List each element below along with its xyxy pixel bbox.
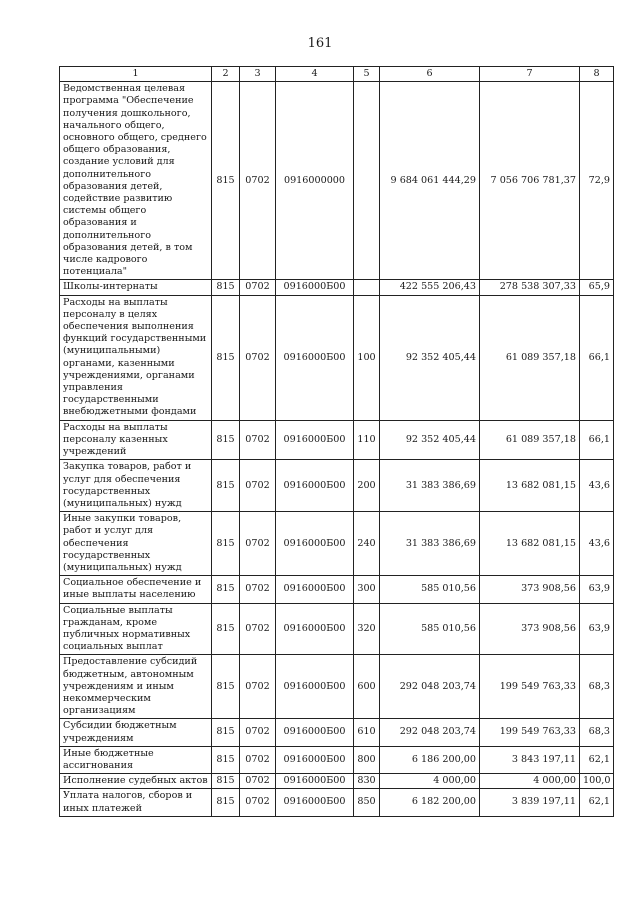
table-row <box>60 576 614 603</box>
cell-section-code: 0702 <box>240 512 276 576</box>
cell-percent: 68,3 <box>580 655 614 719</box>
cell-expense-type: 320 <box>354 603 380 655</box>
cell-planned: 292 048 203,74 <box>380 655 480 719</box>
cell-ministry-code: 815 <box>212 280 240 295</box>
cell-section-code: 0702 <box>240 82 276 280</box>
cell-planned: 292 048 203,74 <box>380 719 480 746</box>
cell-section-code: 0702 <box>240 746 276 773</box>
cell-planned: 6 182 200,00 <box>380 789 480 816</box>
cell-executed: 7 056 706 781,37 <box>480 82 580 280</box>
cell-expense-type: 600 <box>354 655 380 719</box>
cell-ministry-code: 815 <box>212 719 240 746</box>
cell-ministry-code: 815 <box>212 655 240 719</box>
cell-section-code: 0702 <box>240 655 276 719</box>
cell-name: Школы-интернаты <box>60 280 212 295</box>
cell-percent: 100,0 <box>580 774 614 789</box>
cell-expense-type <box>354 82 380 280</box>
cell-percent: 63,9 <box>580 603 614 655</box>
cell-ministry-code: 815 <box>212 512 240 576</box>
cell-target-code: 0916000Б00 <box>276 295 354 420</box>
cell-section-code: 0702 <box>240 719 276 746</box>
cell-name: Предоставление субсидий бюджетным, автономным учреждениям и иным некоммерческим организациям <box>60 655 212 719</box>
cell-planned: 92 352 405,44 <box>380 420 480 460</box>
cell-percent: 62,1 <box>580 789 614 816</box>
cell-section-code: 0702 <box>240 789 276 816</box>
cell-percent: 65,9 <box>580 280 614 295</box>
cell-planned: 4 000,00 <box>380 774 480 789</box>
cell-name: Исполнение судебных актов <box>60 774 212 789</box>
column-header: 2 <box>212 67 240 82</box>
header-row <box>60 67 614 82</box>
cell-ministry-code: 815 <box>212 746 240 773</box>
cell-percent: 68,3 <box>580 719 614 746</box>
table-row <box>60 774 614 789</box>
cell-section-code: 0702 <box>240 295 276 420</box>
column-header: 7 <box>480 67 580 82</box>
cell-executed: 4 000,00 <box>480 774 580 789</box>
cell-ministry-code: 815 <box>212 82 240 280</box>
column-header: 1 <box>60 67 212 82</box>
cell-section-code: 0702 <box>240 576 276 603</box>
cell-planned: 92 352 405,44 <box>380 295 480 420</box>
cell-executed: 3 839 197,11 <box>480 789 580 816</box>
table-row <box>60 460 614 512</box>
cell-ministry-code: 815 <box>212 576 240 603</box>
cell-expense-type: 610 <box>354 719 380 746</box>
table-row <box>60 719 614 746</box>
cell-ministry-code: 815 <box>212 789 240 816</box>
cell-ministry-code: 815 <box>212 295 240 420</box>
cell-ministry-code: 815 <box>212 460 240 512</box>
cell-name: Закупка товаров, работ и услуг для обеспечения государственных (муниципальных) нужд <box>60 460 212 512</box>
cell-expense-type: 240 <box>354 512 380 576</box>
cell-expense-type: 800 <box>354 746 380 773</box>
cell-target-code: 0916000Б00 <box>276 719 354 746</box>
cell-expense-type: 100 <box>354 295 380 420</box>
cell-planned: 422 555 206,43 <box>380 280 480 295</box>
cell-ministry-code: 815 <box>212 420 240 460</box>
column-header: 8 <box>580 67 614 82</box>
cell-target-code: 0916000Б00 <box>276 789 354 816</box>
table-row <box>60 82 614 280</box>
table-row <box>60 746 614 773</box>
cell-section-code: 0702 <box>240 420 276 460</box>
cell-expense-type: 200 <box>354 460 380 512</box>
cell-target-code: 0916000Б00 <box>276 746 354 773</box>
cell-percent: 63,9 <box>580 576 614 603</box>
cell-executed: 61 089 357,18 <box>480 295 580 420</box>
cell-expense-type: 110 <box>354 420 380 460</box>
cell-planned: 9 684 061 444,29 <box>380 82 480 280</box>
column-header: 3 <box>240 67 276 82</box>
cell-ministry-code: 815 <box>212 603 240 655</box>
cell-executed: 13 682 081,15 <box>480 512 580 576</box>
cell-section-code: 0702 <box>240 460 276 512</box>
cell-target-code: 0916000Б00 <box>276 460 354 512</box>
cell-target-code: 0916000Б00 <box>276 655 354 719</box>
table-row <box>60 295 614 420</box>
cell-section-code: 0702 <box>240 280 276 295</box>
table-row <box>60 420 614 460</box>
cell-section-code: 0702 <box>240 603 276 655</box>
cell-percent: 72,9 <box>580 82 614 280</box>
column-header: 4 <box>276 67 354 82</box>
table-row <box>60 280 614 295</box>
cell-planned: 585 010,56 <box>380 603 480 655</box>
cell-executed: 3 843 197,11 <box>480 746 580 773</box>
cell-expense-type: 300 <box>354 576 380 603</box>
cell-planned: 585 010,56 <box>380 576 480 603</box>
cell-name: Социальные выплаты гражданам, кроме публичных нормативных социальных выплат <box>60 603 212 655</box>
cell-target-code: 0916000Б00 <box>276 420 354 460</box>
page-number: 161 <box>307 36 333 51</box>
cell-percent: 43,6 <box>580 460 614 512</box>
cell-ministry-code: 815 <box>212 774 240 789</box>
cell-executed: 373 908,56 <box>480 603 580 655</box>
column-header: 6 <box>380 67 480 82</box>
table-row <box>60 603 614 655</box>
cell-name: Расходы на выплаты персоналу казенных учреждений <box>60 420 212 460</box>
cell-target-code: 0916000Б00 <box>276 280 354 295</box>
table-row <box>60 655 614 719</box>
cell-target-code: 0916000Б00 <box>276 774 354 789</box>
cell-planned: 31 383 386,69 <box>380 460 480 512</box>
cell-name: Ведомственная целевая программа "Обеспечение получения дошкольного, начального общего, основного общего, среднего общего образования, создание условий для дополнительного образования детей, содействие развитию системы общего образования и дополнительного образования детей, в том числе кадрового потенциала" <box>60 82 212 280</box>
cell-executed: 61 089 357,18 <box>480 420 580 460</box>
cell-section-code: 0702 <box>240 774 276 789</box>
cell-percent: 66,1 <box>580 420 614 460</box>
cell-percent: 62,1 <box>580 746 614 773</box>
cell-name: Социальное обеспечение и иные выплаты населению <box>60 576 212 603</box>
cell-name: Иные бюджетные ассигнования <box>60 746 212 773</box>
cell-executed: 199 549 763,33 <box>480 719 580 746</box>
table-row <box>60 789 614 816</box>
cell-target-code: 0916000Б00 <box>276 603 354 655</box>
cell-expense-type: 850 <box>354 789 380 816</box>
cell-target-code: 0916000000 <box>276 82 354 280</box>
cell-planned: 6 186 200,00 <box>380 746 480 773</box>
cell-name: Субсидии бюджетным учреждениям <box>60 719 212 746</box>
budget-table <box>59 66 614 817</box>
cell-name: Расходы на выплаты персоналу в целях обеспечения выполнения функций государственными (муниципальными) органами, казенными учреждениями, органами управления государственными внебюджетными фондами <box>60 295 212 420</box>
cell-name: Иные закупки товаров, работ и услуг для обеспечения государственных (муниципальных) нужд <box>60 512 212 576</box>
cell-expense-type <box>354 280 380 295</box>
cell-target-code: 0916000Б00 <box>276 576 354 603</box>
cell-executed: 13 682 081,15 <box>480 460 580 512</box>
cell-percent: 66,1 <box>580 295 614 420</box>
cell-name: Уплата налогов, сборов и иных платежей <box>60 789 212 816</box>
cell-executed: 199 549 763,33 <box>480 655 580 719</box>
cell-percent: 43,6 <box>580 512 614 576</box>
cell-expense-type: 830 <box>354 774 380 789</box>
cell-executed: 373 908,56 <box>480 576 580 603</box>
column-header: 5 <box>354 67 380 82</box>
cell-planned: 31 383 386,69 <box>380 512 480 576</box>
table-row <box>60 512 614 576</box>
cell-executed: 278 538 307,33 <box>480 280 580 295</box>
cell-target-code: 0916000Б00 <box>276 512 354 576</box>
